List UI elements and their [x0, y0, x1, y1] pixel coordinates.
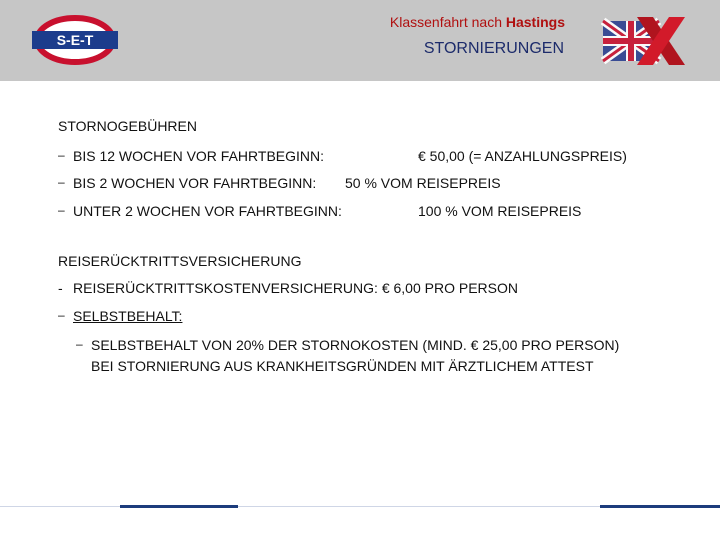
header-subtitle: [390, 14, 565, 30]
selbstbehalt-line-2: BEI STORNIERUNG AUS KRANKHEITSGRÜNDEN MIT ÄRZTLICHEM ATTEST: [91, 358, 594, 374]
logo-text: S-E-T: [56, 32, 94, 48]
storno-item-value: 100 % VOM REISEPREIS: [418, 203, 582, 219]
page-title: STORNIERUNGEN: [423, 40, 564, 57]
storno-item-label: BIS 12 WOCHEN VOR FAHRTBEGINN:: [73, 148, 325, 164]
versicherung-title: REISERÜCKTRITTSVERSICHERUNG: [58, 253, 302, 269]
footer-accent-left: [120, 505, 238, 508]
storno-item-label: UNTER 2 WOCHEN VOR FAHRTBEGINN:: [73, 203, 342, 219]
selbstbehalt-heading: SELBSTBEHALT:: [73, 308, 183, 324]
dash: –: [58, 203, 65, 217]
dash: –: [76, 337, 83, 351]
selbstbehalt-line-1: SELBSTBEHALT VON 20% DER STORNOKOSTEN (MIND. € 25,00 PRO PERSON): [91, 337, 620, 353]
versicherung-item-text: REISERÜCKTRITTSKOSTENVERSICHERUNG: € 6,00 PRO PERSON: [73, 280, 518, 296]
storno-title: STORNOGEBÜHREN: [58, 118, 197, 134]
set-logo: [32, 14, 118, 66]
subtitle-prefix: Klassenfahrt nach: [389, 14, 506, 30]
header-bar: [0, 0, 720, 81]
dash: -: [58, 280, 63, 296]
footer-accent-right: [600, 505, 720, 508]
dash: –: [58, 148, 65, 162]
storno-item-value: € 50,00 (= ANZAHLUNGSPREIS): [418, 148, 627, 164]
storno-item-value: 50 % VOM REISEPREIS: [345, 175, 501, 191]
dash: –: [58, 175, 65, 189]
storno-item-label: BIS 2 WOCHEN VOR FAHRTBEGINN:: [73, 175, 317, 191]
dash: –: [58, 308, 65, 322]
subtitle-place: Hastings: [505, 14, 565, 30]
union-jack-flag-icon: [601, 15, 687, 67]
